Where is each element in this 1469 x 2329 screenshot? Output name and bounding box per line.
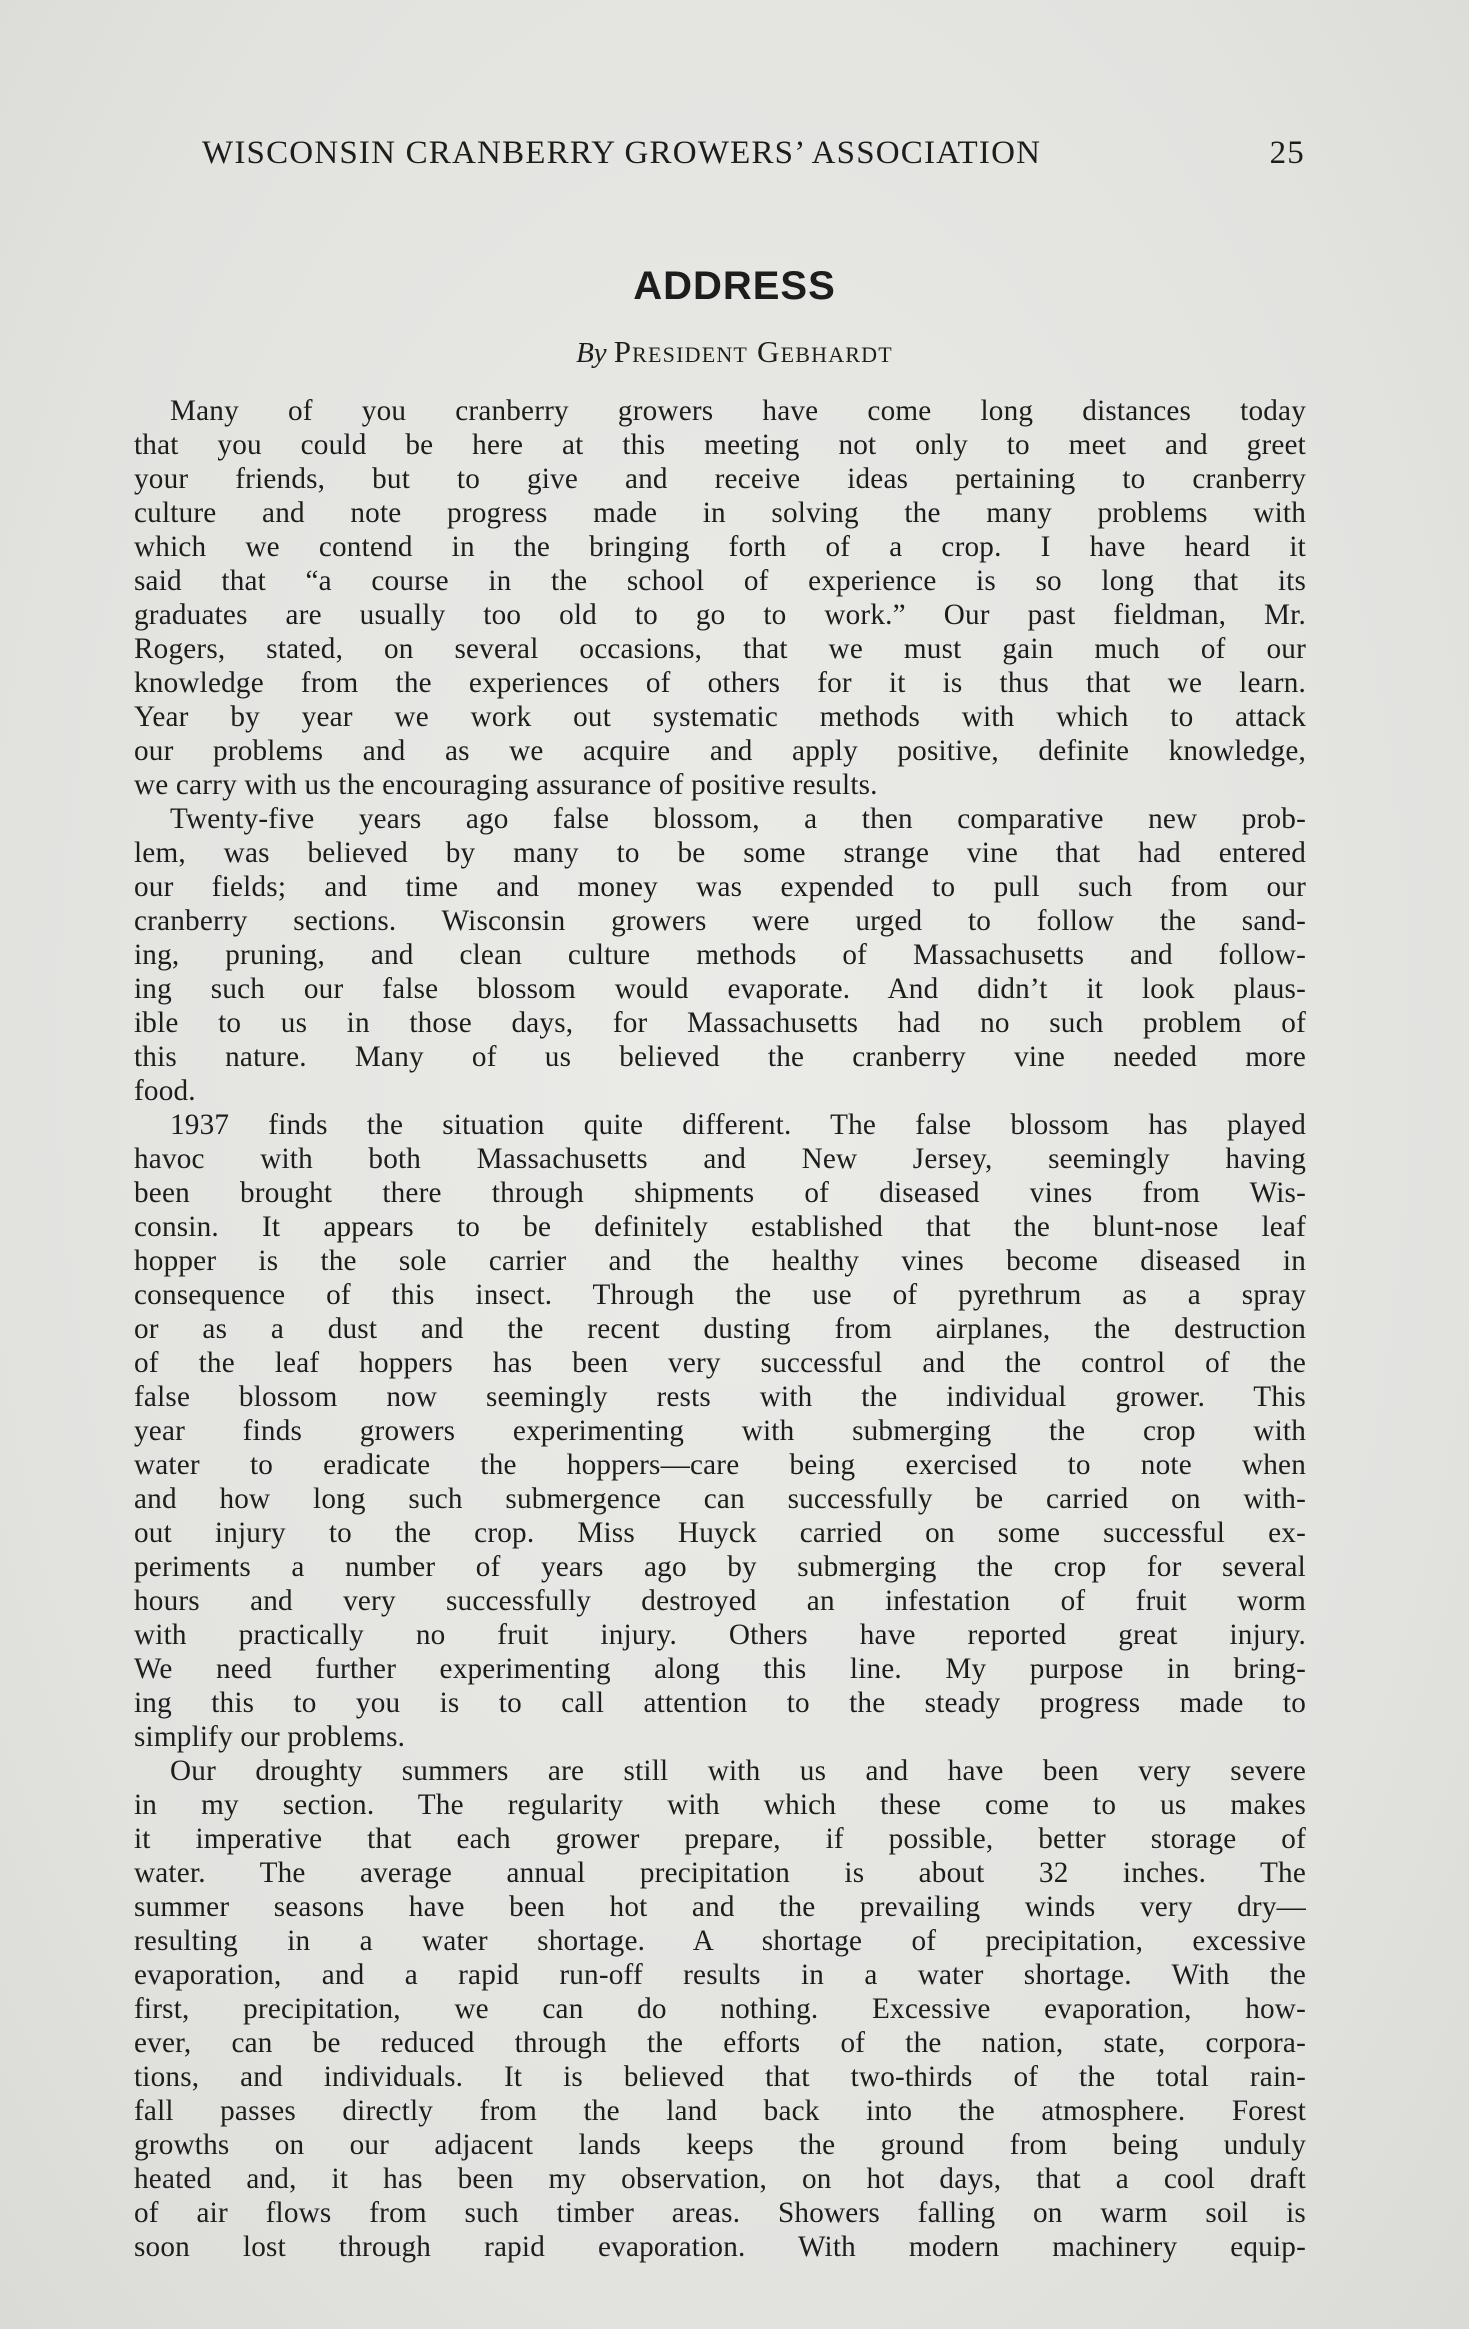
text-line: and how long such submergence can successfully be carried on with- [134,1483,1306,1515]
text-line: havoc with both Massachusetts and New Jersey, seemingly having [134,1143,1306,1175]
text-line: our fields; and time and money was expended to pull such from our [134,871,1306,903]
text-line: been brought there through shipments of diseased vines from Wis- [134,1177,1306,1209]
text-line: out injury to the crop. Miss Huyck carried on some successful ex- [134,1517,1306,1549]
text-line: soon lost through rapid evaporation. With modern machinery equip- [134,2231,1306,2263]
text-line: hours and very successfully destroyed an infestation of fruit worm [134,1585,1306,1617]
running-header [202,128,1305,178]
text-line: of the leaf hoppers has been very successful and the control of the [134,1347,1306,1379]
text-line: ever, can be reduced through the efforts of the nation, state, corpora- [134,2027,1306,2059]
text-line: this nature. Many of us believed the cranberry vine needed more [134,1041,1306,1073]
text-line: heated and, it has been my observation, on hot days, that a cool draft [134,2163,1306,2195]
text-line: we carry with us the encouraging assurance of positive results. [134,769,878,801]
text-line: water. The average annual precipitation is about 32 inches. The [134,1857,1306,1889]
text-line: water to eradicate the hoppers—care being exercised to note when [134,1449,1306,1481]
page-number: 25 [1269,135,1305,171]
article-title: ADDRESS [633,264,836,308]
text-line: cranberry sections. Wisconsin growers were urged to follow the sand- [134,905,1306,937]
text-line: with practically no fruit injury. Others have reported great injury. [134,1619,1306,1651]
text-line: ing such our false blossom would evaporate. And didn’t it look plaus- [134,973,1306,1005]
text-line: or as a dust and the recent dusting from airplanes, the destruction [134,1313,1306,1345]
text-line: it imperative that each grower prepare, if possible, better storage of [134,1823,1306,1855]
text-line: hopper is the sole carrier and the healthy vines become diseased in [134,1245,1306,1277]
text-line: lem, was believed by many to be some strange vine that had entered [134,837,1306,869]
text-line: year finds growers experimenting with submerging the crop with [134,1415,1306,1447]
text-line: knowledge from the experiences of others for it is thus that we learn. [134,667,1306,699]
text-line: evaporation, and a rapid run-off results in a water shortage. With the [134,1959,1306,1991]
text-line: food. [134,1075,196,1107]
text-line: ing, pruning, and clean culture methods of Massachusetts and follow- [134,939,1306,971]
text-line: that you could be here at this meeting not only to meet and greet [134,429,1306,461]
text-line: 1937 finds the situation quite different. The false blossom has played [170,1109,1306,1141]
text-line: first, precipitation, we can do nothing. Excessive evaporation, how- [134,1993,1306,2025]
running-title: WISCONSIN CRANBERRY GROWERS’ ASSOCIATION [202,135,1042,171]
text-line: consin. It appears to be definitely established that the blunt-nose leaf [134,1211,1306,1243]
text-line: periments a number of years ago by submerging the crop for several [134,1551,1306,1583]
text-line: Our droughty summers are still with us and have been very severe [170,1755,1306,1787]
byline-prefix: By [576,337,607,369]
byline-author: President Gebhardt [613,334,893,369]
text-line: fall passes directly from the land back into the atmosphere. Forest [134,2095,1306,2127]
text-line: We need further experimenting along this line. My purpose in bring- [134,1653,1306,1685]
text-line: false blossom now seemingly rests with the individual grower. This [134,1381,1306,1413]
text-line: Many of you cranberry growers have come long distances today [170,395,1306,427]
text-line: Year by year we work out systematic methods with which to attack [134,701,1306,733]
byline [0,332,1469,374]
text-line: ing this to you is to call attention to the steady progress made to [134,1687,1306,1719]
text-line: tions, and individuals. It is believed that two-thirds of the total rain- [134,2061,1306,2093]
text-line: graduates are usually too old to go to work.” Our past fieldman, Mr. [134,599,1306,631]
text-line: simplify our problems. [134,1721,406,1753]
text-line: consequence of this insect. Through the use of pyrethrum as a spray [134,1279,1306,1311]
text-line: culture and note progress made in solving the many problems with [134,497,1306,529]
text-line: in my section. The regularity with which these come to us makes [134,1789,1306,1821]
text-line: of air flows from such timber areas. Showers falling on warm soil is [134,2197,1306,2229]
text-line: summer seasons have been hot and the prevailing winds very dry— [134,1891,1306,1923]
text-line: growths on our adjacent lands keeps the ground from being unduly [134,2129,1306,2161]
article-body [134,394,1306,2264]
text-line: said that “a course in the school of experience is so long that its [134,565,1306,597]
text-line: which we contend in the bringing forth of a crop. I have heard it [134,531,1306,563]
text-line: ible to us in those days, for Massachusetts had no such problem of [134,1007,1306,1039]
text-line: Twenty-five years ago false blossom, a then comparative new prob- [170,803,1306,835]
text-line: Rogers, stated, on several occasions, that we must gain much of our [134,633,1306,665]
text-line: resulting in a water shortage. A shortage of precipitation, excessive [134,1925,1306,1957]
text-line: our problems and as we acquire and apply positive, definite knowledge, [134,735,1306,767]
text-line: your friends, but to give and receive ideas pertaining to cranberry [134,463,1306,495]
